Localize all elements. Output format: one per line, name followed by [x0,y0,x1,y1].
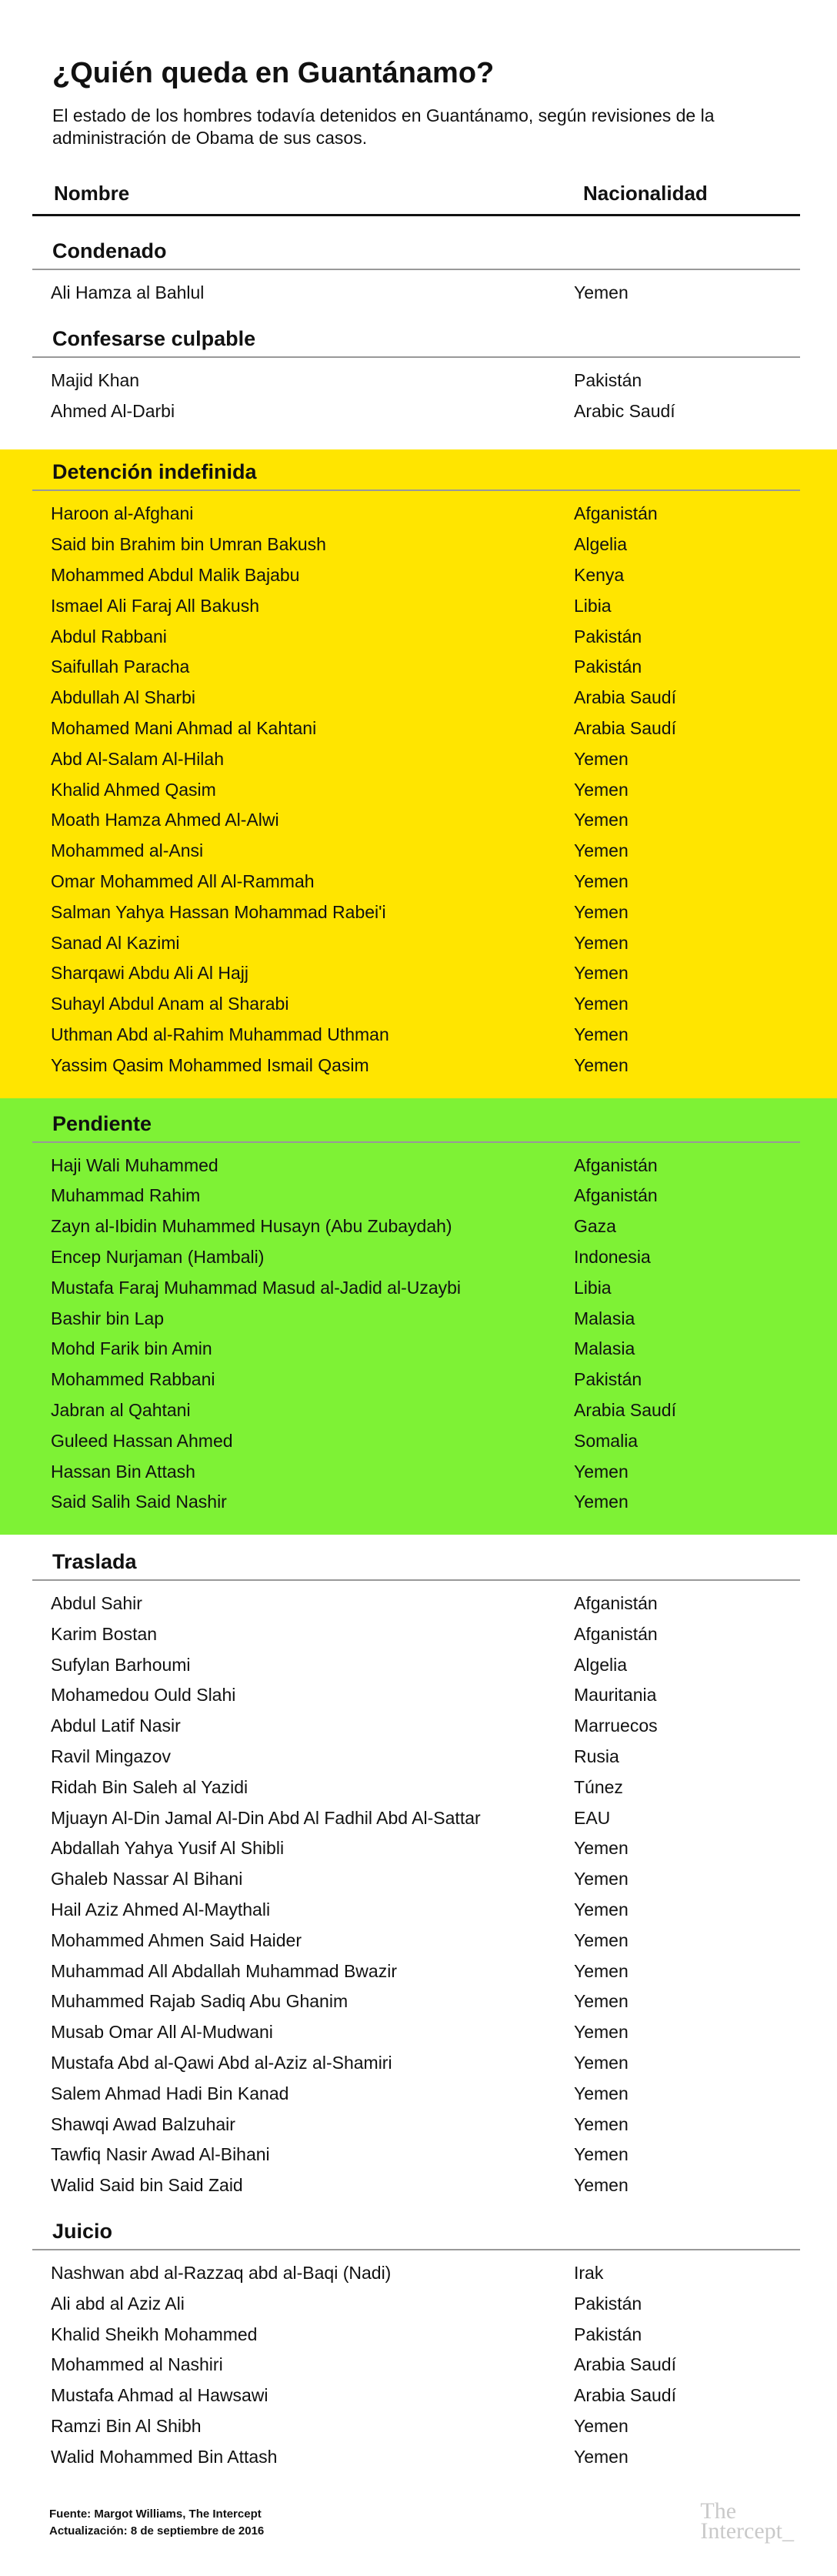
table-row [0,1803,837,1834]
section-title: Juicio [32,2218,800,2250]
detainee-nationality: EAU [574,1807,611,1828]
footer-updated: Actualización: 8 de septiembre de 2016 [49,2524,265,2538]
table-row [0,2048,837,2079]
detainee-name: Ramzi Bin Al Shibh [51,2416,202,2437]
detainee-name: Guleed Hassan Ahmed [51,1430,233,1451]
detainee-name: Moath Hamza Ahmed Al-Alwi [51,810,279,830]
detainee-nationality: Pakistán [574,2324,642,2344]
detainee-nationality: Irak [574,2263,604,2284]
detainee-name: Nashwan abd al-Razzaq abd al-Baqi (Nadi) [51,2263,392,2284]
detainee-nationality: Yemen [574,901,629,922]
brand-line-1: The [700,2498,737,2524]
table-row [0,1020,837,1051]
header [0,0,837,149]
table-row [0,1926,837,1956]
table-row [0,744,837,775]
brand-logo [700,2498,794,2544]
section-title: Detención indefinida [32,459,800,491]
detainee-nationality: Yemen [574,282,629,302]
detainee-nationality: Malasia [574,1338,635,1359]
detainee-nationality: Yemen [574,840,629,861]
section-rows [0,366,837,427]
detainee-nationality: Yemen [574,1838,629,1859]
table-row [0,867,837,897]
detainee-nationality: Algelia [574,534,628,555]
column-nationality-header: Nacionalidad [583,182,708,205]
detainee-nationality: Rusia [574,1746,619,1767]
detainee-nationality: Pakistán [574,369,642,390]
table-row [0,1895,837,1926]
table-row [0,499,837,530]
detainee-name: Abdullah Al Sharbi [51,687,195,708]
detainee-name: Abd Al-Salam Al-Hilah [51,748,224,769]
detainee-name: Ahmed Al-Darbi [51,400,175,421]
detainee-nationality: Kenya [574,564,625,585]
table-row [0,1589,837,1619]
detainee-nationality: Libia [574,595,612,616]
table-row [0,1273,837,1304]
table-row [0,2320,837,2350]
detainee-nationality: Afganistán [574,1185,658,1206]
table-row [0,2170,837,2201]
detainee-name: Ravil Mingazov [51,1746,171,1767]
table-row [0,713,837,744]
footer-source: Fuente: Margot Williams, The Intercept [49,2508,262,2521]
detainee-nationality: Yemen [574,2446,629,2467]
table-row [0,2258,837,2289]
detainee-nationality: Arabia Saudí [574,2354,676,2375]
detainee-name: Musab Omar All Al-Mudwani [51,2022,273,2043]
section-rows [0,2258,837,2473]
detainee-nationality: Pakistán [574,2293,642,2314]
table-row [0,1650,837,1681]
detainee-nationality: Yemen [574,1054,629,1075]
detainee-name: Hail Aziz Ahmed Al-Maythali [51,1899,271,1920]
detainee-name: Hassan Bin Attash [51,1461,195,1482]
detainee-name: Uthman Abd al-Rahim Muhammad Uthman [51,1024,389,1044]
detainee-nationality: Yemen [574,1492,629,1512]
page-subtitle: El estado de los hombres todavía detenidos en Guantánamo, según revisiones de la administración de Obama de sus casos. [52,105,715,148]
detainee-nationality: Afganistán [574,1593,658,1614]
table-row [0,1457,837,1488]
section-rows [0,1589,837,2201]
section-title: Pendiente [32,1111,800,1143]
detainee-name: Said bin Brahim bin Umran Bakush [51,534,326,555]
table-row [0,652,837,683]
detainee-name: Suhayl Abdul Anam al Sharabi [51,994,289,1014]
table-row [0,1833,837,1864]
table-row [0,1181,837,1211]
table-row [0,989,837,1020]
table-row [0,396,837,427]
detainee-name: Muhammed Rajab Sadiq Abu Ghanim [51,1991,348,2012]
detainee-nationality: Pakistán [574,657,642,677]
detainee-name: Salman Yahya Hassan Mohammad Rabei'i [51,901,386,922]
table-row [0,1334,837,1365]
detainee-name: Sanad Al Kazimi [51,932,180,953]
table-row [0,591,837,622]
detainee-nationality: Arabia Saudí [574,717,676,738]
detainee-name: Ismael Ali Faraj All Bakush [51,595,260,616]
section-detenci-n-indefinida [0,449,837,1098]
table-row [0,2079,837,2110]
detainee-nationality: Yemen [574,1899,629,1920]
table-row [0,278,837,309]
detainee-nationality: Indonesia [574,1246,651,1267]
detainee-name: Haji Wali Muhammed [51,1154,218,1175]
detainee-nationality: Yemen [574,2022,629,2043]
detainee-name: Jabran al Qahtani [51,1399,191,1420]
detainee-nationality: Marruecos [574,1716,658,1736]
section-title: Traslada [32,1549,800,1581]
detainee-name: Sufylan Barhoumi [51,1654,191,1675]
detainee-nationality: Gaza [574,1216,616,1237]
detainee-name: Said Salih Said Nashir [51,1492,227,1512]
detainee-nationality: Yemen [574,2416,629,2437]
detainee-name: Salem Ahmad Hadi Bin Kanad [51,2083,289,2103]
detainee-nationality: Arabic Saudí [574,400,675,421]
detainee-name: Majid Khan [51,369,140,390]
detainee-name: Mustafa Ahmad al Hawsawi [51,2385,268,2406]
section-rows [0,1151,837,1519]
detainee-name: Mustafa Abd al-Qawi Abd al-Aziz al-Shamiri [51,2053,392,2073]
table-row [0,2381,837,2411]
detainee-name: Mohammed Rabbani [51,1369,215,1390]
table-row [0,1051,837,1081]
section-title: Confesarse culpable [32,326,800,358]
section-traslada [0,1535,837,2218]
detainee-nationality: Pakistán [574,626,642,647]
section-pendiente [0,1098,837,1535]
detainee-nationality: Yemen [574,870,629,891]
detainee-name: Haroon al-Afghani [51,503,194,524]
table-row [0,1242,837,1273]
detainee-nationality: Arabia Saudí [574,1399,676,1420]
detainee-name: Mohamed Mani Ahmad al Kahtani [51,717,317,738]
table-row [0,1986,837,2017]
table-row [0,1711,837,1742]
detainee-nationality: Yemen [574,1024,629,1044]
detainee-nationality: Mauritania [574,1685,657,1706]
detainee-name: Abdul Rabbani [51,626,167,647]
detainee-nationality: Malasia [574,1308,635,1328]
detainee-name: Abdul Sahir [51,1593,142,1614]
detainee-nationality: Yemen [574,2083,629,2103]
detainee-nationality: Yemen [574,2053,629,2073]
detainee-name: Shawqi Awad Balzuhair [51,2113,235,2134]
detainee-nationality: Yemen [574,2144,629,2165]
detainee-name: Ridah Bin Saleh al Yazidi [51,1776,248,1797]
detainee-nationality: Pakistán [574,1369,642,1390]
detainee-name: Walid Mohammed Bin Attash [51,2446,278,2467]
detainee-nationality: Yemen [574,1991,629,2012]
table-row [0,1956,837,1987]
table-row [0,1680,837,1711]
detainee-nationality: Yemen [574,1869,629,1889]
detainee-nationality: Yemen [574,779,629,800]
detainee-name: Abdul Latif Nasir [51,1716,181,1736]
table-row [0,958,837,989]
detainee-nationality: Yemen [574,932,629,953]
section-rows [0,499,837,1081]
table-row [0,1487,837,1518]
detainee-name: Muhammad All Abdallah Muhammad Bwazir [51,1960,397,1981]
detainee-name: Ali abd al Aziz Ali [51,2293,185,2314]
detainee-nationality: Yemen [574,2175,629,2196]
detainee-nationality: Algelia [574,1654,628,1675]
table-row [0,622,837,653]
detainee-name: Mohammed Ahmen Said Haider [51,1929,302,1950]
table-row [0,2140,837,2170]
detainee-name: Bashir bin Lap [51,1308,165,1328]
table-row [0,1151,837,1181]
section-title: Condenado [32,238,800,270]
table-row [0,1864,837,1895]
detainee-name: Mohammed Abdul Malik Bajabu [51,564,300,585]
detainee-nationality: Yemen [574,994,629,1014]
column-name-header: Nombre [54,182,130,205]
table-row [0,560,837,591]
detainee-name: Mohamedou Ould Slahi [51,1685,236,1706]
table-row [0,1619,837,1650]
table-row [0,2350,837,2381]
table-row [0,1772,837,1803]
detainee-name: Abdallah Yahya Yusif Al Shibli [51,1838,285,1859]
detainee-name: Mjuayn Al-Din Jamal Al-Din Abd Al Fadhil Abd Al-Sattar [51,1807,481,1828]
section-rows [0,278,837,309]
detainee-name: Khalid Sheikh Mohammed [51,2324,258,2344]
table-row [0,2442,837,2473]
detainee-nationality: Yemen [574,810,629,830]
detainee-name: Mustafa Faraj Muhammad Masud al-Jadid al-Uzaybi [51,1277,462,1298]
table-row [0,1365,837,1395]
table-row [0,2289,837,2320]
detainee-nationality: Yemen [574,748,629,769]
table-row [0,1395,837,1426]
detainee-name: Ali Hamza al Bahlul [51,282,205,302]
detainee-name: Yassim Qasim Mohammed Ismail Qasim [51,1054,369,1075]
detainee-name: Mohammed al Nashiri [51,2354,223,2375]
section-confesarse-culpable [0,326,837,444]
detainee-nationality: Túnez [574,1776,623,1797]
detainee-nationality: Libia [574,1277,612,1298]
detainee-name: Mohd Farik bin Amin [51,1338,212,1359]
detainee-nationality: Yemen [574,1929,629,1950]
table-row [0,1742,837,1772]
footer [49,2506,264,2540]
table-row [0,928,837,959]
detainee-nationality: Yemen [574,963,629,984]
table-row [0,2110,837,2140]
detainee-name: Saifullah Paracha [51,657,190,677]
detainee-name: Ghaleb Nassar Al Bihani [51,1869,243,1889]
section-condenado [0,216,837,326]
table-row [0,366,837,396]
table-row [0,836,837,867]
detainee-nationality: Arabia Saudí [574,2385,676,2406]
detainee-name: Encep Nurjaman (Hambali) [51,1246,265,1267]
detainee-name: Zayn al-Ibidin Muhammed Husayn (Abu Zubaydah) [51,1216,452,1237]
table-row [0,1426,837,1457]
section-juicio [0,2218,837,2490]
detainee-name: Sharqawi Abdu Ali Al Hajj [51,963,248,984]
detainee-name: Tawfiq Nasir Awad Al-Bihani [51,2144,270,2165]
detainee-nationality: Somalia [574,1430,639,1451]
table-row [0,2017,837,2048]
detainee-name: Mohammed al-Ansi [51,840,204,861]
detainee-name: Karim Bostan [51,1623,158,1644]
detainee-list [0,216,837,2490]
table-row [0,775,837,806]
detainee-name: Walid Said bin Said Zaid [51,2175,243,2196]
detainee-nationality: Yemen [574,1461,629,1482]
detainee-nationality: Yemen [574,1960,629,1981]
table-row [0,897,837,928]
table-row [0,530,837,560]
page-title: ¿Quién queda en Guantánamo? [52,57,495,89]
detainee-nationality: Afganistán [574,503,658,524]
detainee-name: Muhammad Rahim [51,1185,201,1206]
detainee-nationality: Yemen [574,2113,629,2134]
table-row [0,805,837,836]
detainee-name: Omar Mohammed All Al-Rammah [51,870,315,891]
table-row [0,1211,837,1242]
detainee-nationality: Afganistán [574,1623,658,1644]
brand-line-2: Intercept_ [700,2518,794,2544]
column-header [32,180,800,216]
table-row [0,1304,837,1335]
detainee-nationality: Arabia Saudí [574,687,676,708]
table-row [0,683,837,713]
table-row [0,2411,837,2442]
detainee-name: Khalid Ahmed Qasim [51,779,216,800]
detainee-nationality: Afganistán [574,1154,658,1175]
